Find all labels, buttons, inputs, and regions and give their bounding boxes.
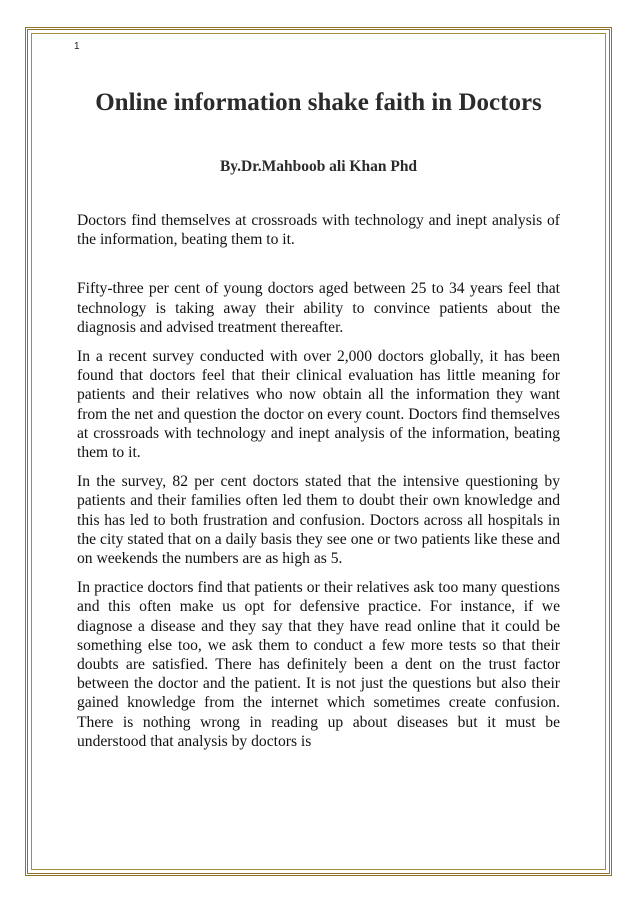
page-number: 1 — [74, 41, 80, 52]
intro-paragraph: Doctors find themselves at crossroads with technology and inept analysis of the information, beating them to it. — [77, 212, 560, 249]
body-paragraph: Fifty-three per cent of young doctors aged between 25 to 34 years feel that technology is taking away their ability to convince patients about the diagnosis and advised treatment thereafter. — [77, 280, 560, 336]
author-byline: By.Dr.Mahboob ali Khan Phd — [219, 158, 418, 175]
body-paragraph: In the survey, 82 per cent doctors stated that the intensive questioning by patients and their families often led them to doubt their own knowledge and this has led to both frustration and confusion. Doctors across all hospitals in the city stated that on a daily basis they see one or two patients like these and on weekends the numbers are as high as 5. — [77, 473, 560, 568]
body-paragraph: In practice doctors find that patients or their relatives ask too many questions and this often make us opt for defensive practice. For instance, if we diagnose a disease and they say that they have read online that it could be something else too, we ask them to conduct a few more tests so that their doubts are satisfied. There has definitely been a dent on the trust factor between the doctor and the patient. It is not just the questions but also their gained knowledge from the internet which sometimes create confusion. There is nothing wrong in reading up about diseases but it must be understood that analysis by doctors is — [77, 579, 560, 750]
article-body — [77, 211, 560, 761]
body-paragraph: In a recent survey conducted with over 2,000 doctors globally, it has been found that doctors feel that their clinical evaluation has little meaning for patients and their relatives who now obtain all the information they want from the net and question the doctor on every count. Doctors find themselves at crossroads with technology and inept analysis of the information, beating them to it. — [77, 348, 560, 462]
article-title: Online information shake faith in Doctors — [95, 89, 542, 116]
